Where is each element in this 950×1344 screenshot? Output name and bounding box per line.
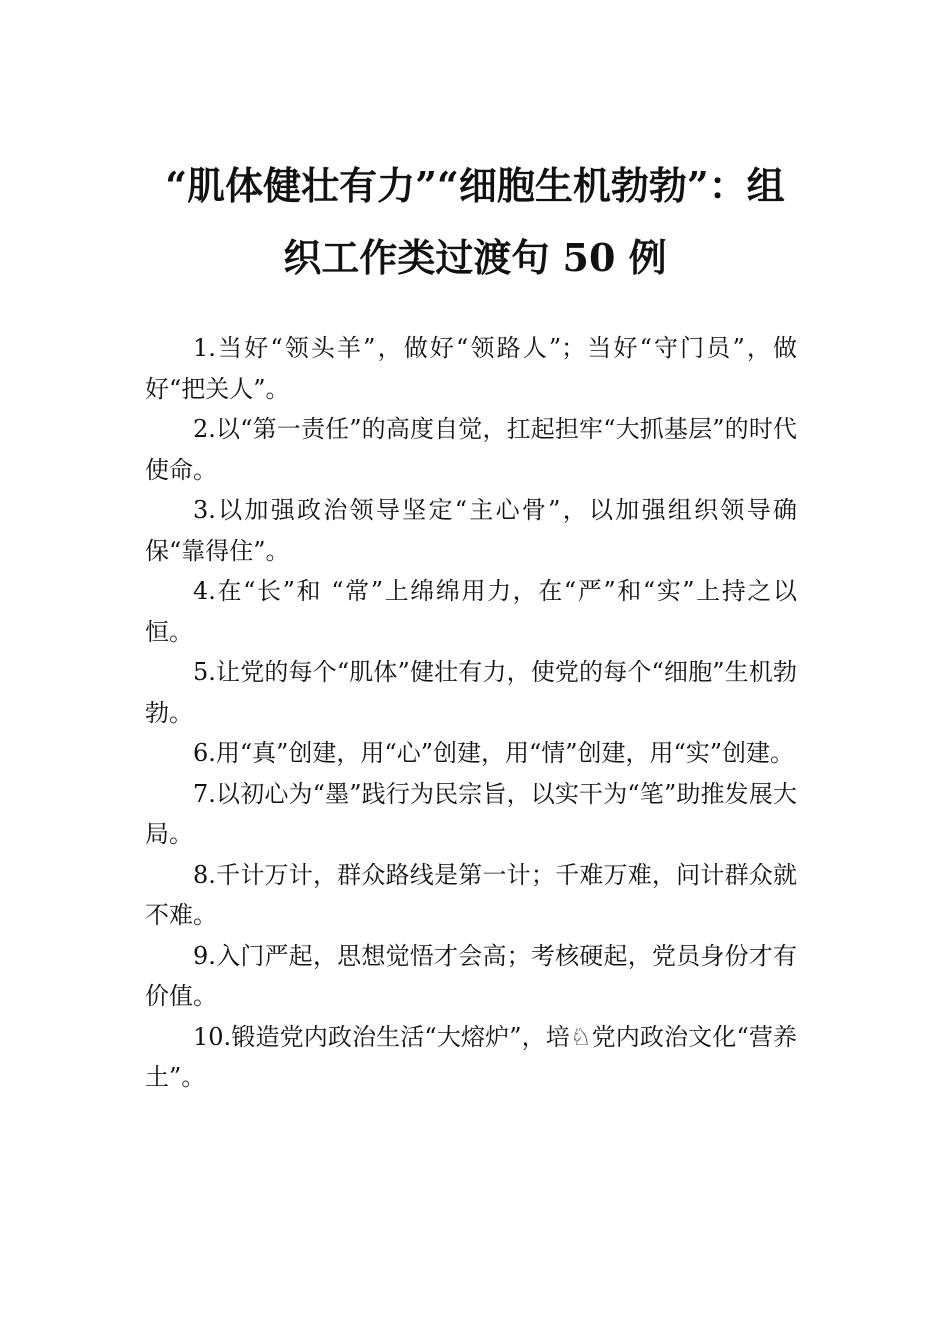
list-item: 3.以加强政治领导坚定“主心骨”，以加强组织领导确保“靠得住”。 (145, 496, 797, 565)
document-title (145, 150, 805, 294)
list-item: 6.用“真”创建，用“心”创建，用“情”创建，用“实”创建。 (193, 739, 795, 767)
list-item: 1.当好“领头羊”，做好“领路人”；当好“守门员”，做好“把关人”。 (145, 334, 797, 403)
title-line-1: “肌体健壮有力”“细胞生机勃勃”：组 (165, 163, 785, 208)
list-item: 4.在“长”和 “常”上绵绵用力，在“严”和“实”上持之以恒。 (145, 577, 797, 646)
document-body (145, 328, 797, 1098)
list-item: 7.以初心为“墨”践行为民宗旨，以实干为“笔”助推发展大局。 (145, 779, 797, 848)
title-line-2: 织工作类过渡句 50 例 (283, 235, 667, 280)
list-item: 9.入门严起，思想觉悟才会高；考核硬起，党员身份才有价值。 (145, 941, 797, 1010)
list-item: 10.锻造党内政治生活“大熔炉”，培♘党内政治文化“营养土”。 (145, 1022, 797, 1091)
list-item: 5.让党的每个“肌体”健壮有力，使党的每个“细胞”生机勃勃。 (145, 658, 797, 727)
list-item: 8.千计万计，群众路线是第一计；千难万难，问计群众就不难。 (145, 860, 797, 929)
list-item: 2.以“第一责任”的高度自觉，扛起担牢“大抓基层”的时代使命。 (145, 415, 797, 484)
